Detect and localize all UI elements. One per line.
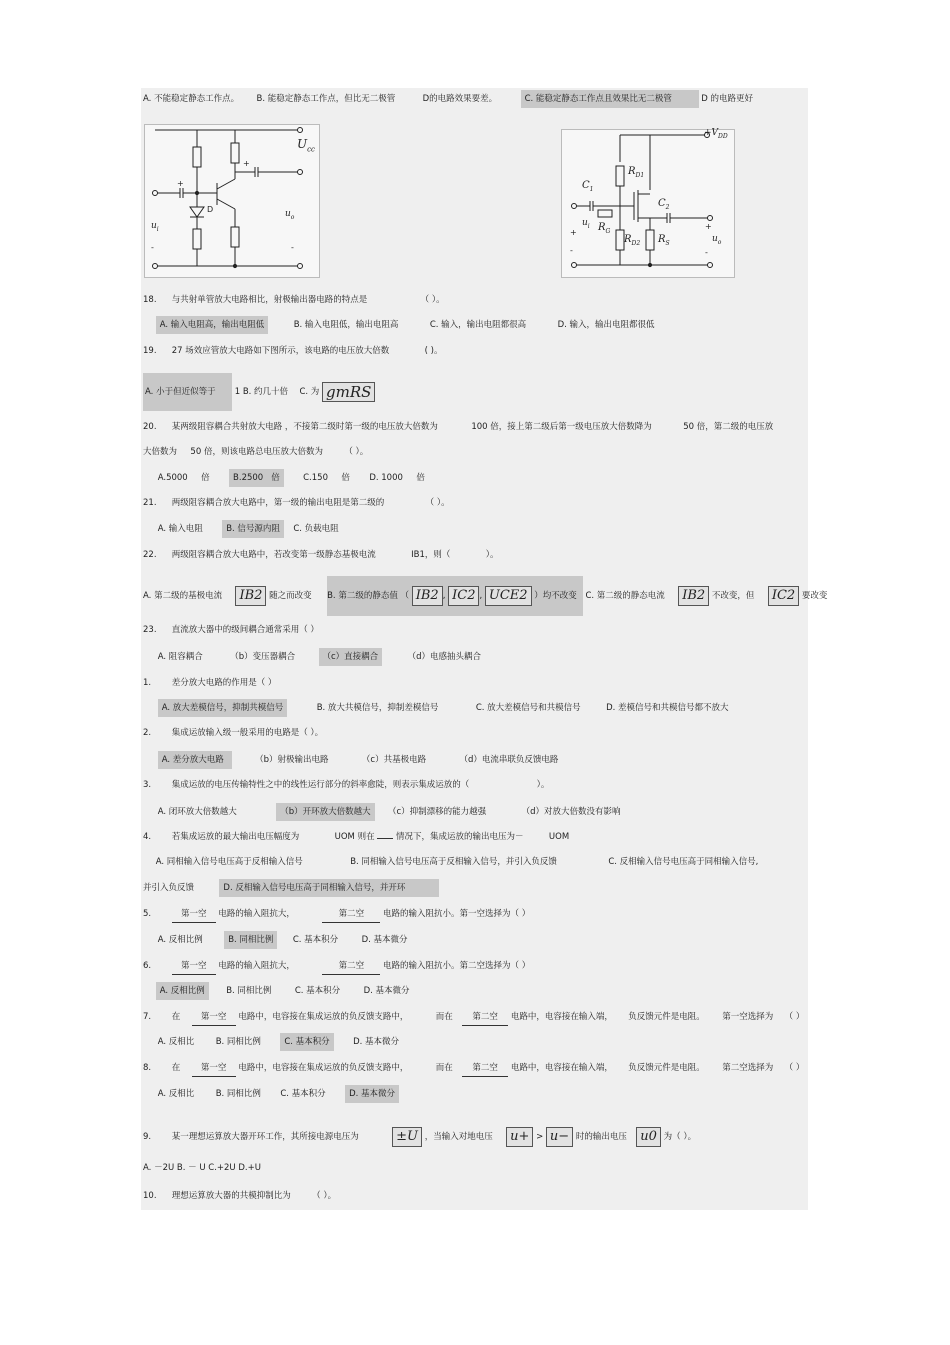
p7-in-2: 而在: [435, 1012, 453, 1022]
ib2-formula: IB2: [235, 586, 266, 606]
p3-options: [143, 803, 808, 819]
p3-option-c: （c）抑制漂移的能力越强: [388, 807, 487, 817]
q23-stem: [143, 622, 808, 638]
p9-stem: [143, 1122, 808, 1152]
p6-options: [143, 982, 808, 998]
c1-sub: 1: [589, 186, 594, 193]
p2-options: [143, 751, 808, 767]
p7-option-c: C. 基本积分: [280, 1033, 333, 1051]
q21-options: [143, 520, 808, 536]
q20-option-d: D. 1000: [369, 473, 403, 483]
q18-option-a: A. 输入电阻高，输出电阻低: [156, 316, 269, 334]
q22-option-b: B. 第二级的静态值 （: [327, 591, 410, 601]
ib2-formula-b: IB2: [412, 586, 443, 606]
p6-blank-2: 第二空: [322, 958, 380, 975]
p6-option-b: B. 同相比例: [226, 986, 272, 996]
p4-option-c: C. 反相输入信号电压高于同相输入信号,: [608, 857, 759, 867]
q23-number: 23.: [143, 625, 157, 635]
p8-option-a: A. 反相比: [157, 1089, 195, 1099]
ucc-label: U: [297, 137, 308, 151]
q20-option-d-unit: 倍: [416, 473, 425, 483]
q22-option-b-box: B. 第二级的静态值 （ IB2 , IC2 , UCE2 ）均不改变: [327, 576, 583, 616]
p9-gt: >: [536, 1132, 544, 1142]
p10-number: 10.: [143, 1191, 157, 1201]
p9-text-tail: 为（ ）。: [663, 1132, 697, 1142]
q20-options: [143, 469, 808, 485]
q19-paren: ( )。: [424, 346, 443, 356]
ui-label: u: [151, 221, 157, 231]
uce2-formula: UCE2: [485, 586, 532, 606]
p8-text-tail: 负反馈元件是电阻。: [628, 1063, 705, 1073]
q19-number: 19.: [143, 346, 157, 356]
p2-text: 集成运放输入级一般采用的电路是（ ）。: [171, 728, 324, 738]
p6-option-a: A. 反相比例: [156, 982, 209, 1000]
rd2-sub: D2: [631, 240, 641, 247]
p4-option-c-cont: 并引入负反馈: [143, 883, 195, 893]
p1-option-d: D. 差模信号和共模信号都不放大: [606, 703, 729, 713]
q19-option-c: C. 为: [299, 387, 320, 397]
p5-blank-1: 第一空: [172, 906, 216, 923]
p8-option-b: B. 同相比例: [215, 1089, 261, 1099]
p5-text-tail: 电路的输入阻抗小。第一空选择为（ ）: [383, 909, 531, 919]
p6-number: 6.: [143, 961, 152, 971]
q20-option-c-unit: 倍: [341, 473, 350, 483]
p4-options-line2: [143, 879, 808, 895]
output-plus-sign: +: [243, 159, 250, 168]
p8-in-2: 而在: [435, 1063, 453, 1073]
p3-text: 集成运放的电压传输特性之中的线性运行部分的斜率愈陡，则表示集成运放的（: [171, 780, 470, 790]
ucc-sub: cc: [307, 145, 315, 154]
input-minus-sign: -: [151, 243, 154, 252]
p8-ask: 第二空选择为: [722, 1063, 774, 1073]
q21-option-b: B. 信号源内阻: [222, 520, 284, 538]
p1-number: 1.: [143, 678, 152, 688]
p8-text-mid-1: 电路中，电容接在集成运放的负反馈支路中，: [238, 1063, 409, 1073]
p4-number: 4.: [143, 832, 152, 842]
q21-number: 21.: [143, 498, 157, 508]
uo-sub: o: [290, 213, 295, 221]
p10-paren: （ ）。: [312, 1191, 337, 1201]
uo-label: u: [285, 209, 291, 219]
p7-stem: [143, 1009, 808, 1025]
q20-option-b-box: [229, 469, 284, 487]
q21-option-a: A. 输入电阻: [157, 524, 203, 534]
p2-option-a: A. 差分放大电路: [158, 751, 232, 769]
fet-input-plus: +: [570, 228, 577, 237]
q21-text: 两级阻容耦合放大电路中，第一级的输出电阻是第二级的: [171, 498, 385, 508]
q22-text: 两级阻容耦合放大电路中，若改变第一级静态基极电流: [171, 550, 376, 560]
rs-sub: S: [665, 240, 670, 247]
c2-label: C: [658, 198, 666, 209]
p4-options-line1: [143, 854, 808, 870]
option-b: B. 能稳定静态工作点，但比无二极管: [256, 94, 396, 104]
q18-text: 与共射单管放大电路相比，射极输出器电路的特点是: [171, 295, 368, 305]
q21-option-c: C. 负载电阻: [293, 524, 339, 534]
q20-text-1b: ，不接第二级时第一级的电压放大倍数为: [284, 422, 438, 432]
p1-options: [143, 699, 808, 715]
p8-blank-2: 第二空: [462, 1060, 508, 1077]
u-plus-formula: u+: [506, 1127, 533, 1147]
p4-stem: [143, 829, 808, 845]
p9-options: [143, 1160, 808, 1176]
top-options-line: [143, 90, 808, 106]
q22-stem: [143, 547, 808, 563]
p8-blank-1: 第一空: [192, 1060, 236, 1077]
q20-text-1c: 100 倍，接上第二级后第一级电压放大倍数降为: [471, 422, 652, 432]
p6-option-d: D. 基本微分: [363, 986, 410, 996]
q19-text: 27 场效应管放大电路如下图所示，该电路的电压放大倍数: [171, 346, 390, 356]
q22-number: 22.: [143, 550, 157, 560]
q22-option-c-cont: 不改变，但: [711, 591, 755, 601]
rg-sub: G: [605, 228, 611, 235]
q18-option-b: B. 输入电阻低，输出电阻高: [293, 320, 399, 330]
p7-text-mid-2: 电路中，电容接在输入端，: [510, 1012, 613, 1022]
p5-options: [143, 931, 808, 947]
q23-option-a: A. 阻容耦合: [157, 652, 203, 662]
p2-option-b: （b）射极输出电路: [255, 755, 329, 765]
p9-options-text: A. －2U B. － U C.+2U D.+U: [143, 1163, 261, 1173]
rd1-label: R: [628, 166, 636, 177]
q22-option-c: C. 第二级的静态电流: [585, 591, 665, 601]
p3-number: 3.: [143, 780, 152, 790]
fet-output-minus: -: [705, 248, 708, 257]
p1-option-c: C. 放大差模信号和共模信号: [475, 703, 581, 713]
p8-option-c: C. 基本积分: [280, 1089, 326, 1099]
circuit-diagram-bjt: [144, 124, 320, 278]
p10-stem: [143, 1188, 808, 1204]
q20-text-1a: 某两级阻容耦合共射放大电路: [171, 422, 283, 432]
p4-uom: UOM 则在: [334, 832, 375, 842]
option-c: C. 能稳定静态工作点且效果比无二极管: [521, 90, 699, 108]
option-b-cont: D的电路效果要差。: [422, 94, 498, 104]
c1-label: C: [582, 180, 590, 191]
q20-option-a: A.5000: [157, 473, 188, 483]
p5-stem: [143, 906, 808, 922]
q18-option-c: C. 输入，输出电阻都很高: [429, 320, 527, 330]
q19-option-a-cont: 1 B. 约几十倍: [234, 387, 289, 397]
p7-ask: 第一空选择为: [722, 1012, 774, 1022]
p5-number: 5.: [143, 909, 152, 919]
q20-number: 20.: [143, 422, 157, 432]
rd1-sub: D1: [635, 172, 645, 179]
circuit-diagram-fet: [561, 129, 735, 278]
p8-paren: （ ）: [784, 1063, 805, 1073]
u-minus-formula: u−: [546, 1127, 573, 1147]
input-plus-sign: +: [177, 179, 184, 188]
p8-text-mid-2: 电路中，电容接在输入端，: [510, 1063, 613, 1073]
q19-options: [143, 372, 808, 412]
vdd-sub: DD: [718, 132, 728, 140]
p3-option-b: （b）开环放大倍数越大: [276, 803, 374, 821]
q21-paren: （ ）。: [425, 498, 450, 508]
fet-output-plus: +: [705, 222, 712, 231]
rg-label: R: [598, 222, 606, 233]
q23-text: 直流放大器中的级间耦合通常采用（ ）: [171, 625, 319, 635]
p6-text-mid: 电路的输入阻抗大，: [218, 961, 295, 971]
p4-text-2: 情况下，集成运放的输出电压为－: [395, 832, 524, 842]
p5-text-mid: 电路的输入阻抗大，: [218, 909, 295, 919]
q22-option-c-end: 要改变: [801, 591, 828, 601]
q20-line2: [143, 444, 808, 460]
p7-text-tail: 负反馈元件是电阻。: [628, 1012, 705, 1022]
p9-text-mid-2: 时的输出电压: [575, 1132, 627, 1142]
fet-input-minus: -: [570, 246, 573, 255]
diode-label: D: [207, 205, 214, 214]
option-a: A. 不能稳定静态工作点。: [143, 94, 240, 104]
q22-paren: ）。: [485, 550, 499, 560]
q20-option-c: C.150: [303, 473, 328, 483]
p8-stem: [143, 1060, 808, 1076]
p4-text-1: 若集成运放的最大输出电压幅度为: [171, 832, 300, 842]
q20-line1: [143, 419, 808, 435]
p9-text: 某一理想运算放大器开环工作，其所接电源电压为: [171, 1132, 359, 1142]
p7-number: 7.: [143, 1012, 152, 1022]
p8-option-d: D. 基本微分: [345, 1085, 399, 1103]
p5-option-c: C. 基本积分: [292, 935, 339, 945]
p4-uom-2: UOM: [548, 832, 570, 842]
p9-number: 9.: [143, 1132, 152, 1142]
p3-option-d: （d）对放大倍数没有影响: [521, 807, 621, 817]
fet-uo-sub: o: [717, 238, 722, 246]
p1-stem: [143, 675, 808, 691]
q22-option-b-cont: ）均不改变: [534, 591, 577, 601]
p7-option-b: B. 同相比例: [215, 1037, 261, 1047]
q18-number: 18.: [143, 295, 157, 305]
q18-option-d: D. 输入，输出电阻都很低: [557, 320, 655, 330]
p5-option-d: D. 基本微分: [361, 935, 408, 945]
p8-options: [143, 1085, 808, 1101]
c2-sub: 2: [665, 204, 670, 211]
gm-rs-formula: gmRS: [322, 382, 375, 402]
q22-ib1: IB1，则（: [411, 550, 451, 560]
fet-ui-sub: i: [587, 222, 590, 230]
q18-options: [143, 316, 808, 332]
q20-option-b: B.2500: [233, 473, 264, 483]
p7-options: [143, 1033, 808, 1049]
p2-stem: [143, 725, 808, 741]
fet-uo-label: u: [712, 234, 718, 244]
ic2-formula: IC2: [448, 586, 479, 606]
q18-paren: （ ）。: [420, 295, 445, 305]
q23-option-b: （b）变压器耦合: [230, 652, 296, 662]
p1-option-b: B. 放大共模信号，抑制差模信号: [316, 703, 439, 713]
p1-option-a: A. 放大差模信号，抑制共模信号: [158, 699, 288, 717]
p7-paren: （ ）: [784, 1012, 805, 1022]
q23-option-c: （c）直接耦合: [319, 648, 383, 666]
p4-option-d: D. 反相输入信号电压高于同相输入信号，并开环: [219, 879, 439, 897]
q19-stem: [143, 343, 808, 359]
q23-option-d: （d）电感抽头耦合: [407, 652, 481, 662]
ib2-formula-c: IB2: [678, 586, 709, 606]
p6-option-c: C. 基本积分: [294, 986, 341, 996]
vdd-label: +V: [704, 128, 719, 138]
p2-option-c: （c）共基极电路: [361, 755, 427, 765]
output-minus-sign: -: [291, 243, 294, 252]
p7-blank-2: 第二空: [462, 1009, 508, 1026]
fet-ui-label: u: [582, 218, 588, 228]
q21-stem: [143, 495, 808, 511]
p5-option-a: A. 反相比例: [157, 935, 203, 945]
p5-option-b: B. 同相比例: [224, 931, 277, 949]
p8-number: 8.: [143, 1063, 152, 1073]
q22-option-a: A. 第二级的基极电流: [143, 591, 223, 601]
q20-option-a-unit: 倍: [201, 473, 210, 483]
p2-number: 2.: [143, 728, 152, 738]
q20-text-1d: 50 倍，第二级的电压放: [683, 422, 774, 432]
p6-text-tail: 电路的输入阻抗小。第二空选择为（ ）: [383, 961, 531, 971]
q23-options: [143, 648, 808, 664]
p9-text-mid: ，当输入对地电压: [424, 1132, 493, 1142]
p10-text: 理想运算放大器的共模抑制比为: [171, 1191, 291, 1201]
pm-u-formula: ±U: [392, 1127, 422, 1147]
option-c-cont: D 的电路更好: [701, 94, 754, 104]
rd2-label: R: [624, 234, 632, 245]
q20-text-2c: （ ）。: [344, 447, 369, 457]
p3-option-a: A. 闭环放大倍数越大: [157, 807, 237, 817]
p4-option-b: B. 同相输入信号电压高于反相输入信号，并引入负反馈: [350, 857, 557, 867]
q20-text-2a: 大倍数为: [143, 447, 178, 457]
p6-stem: [143, 958, 808, 974]
p7-blank-1: 第一空: [192, 1009, 236, 1026]
p7-option-a: A. 反相比: [157, 1037, 195, 1047]
q20-text-2b: 50 倍，则该电路总电压放大倍数为: [190, 447, 323, 457]
q22-options: [143, 573, 828, 619]
rs-label: R: [658, 234, 666, 245]
p7-option-d: D. 基本微分: [353, 1037, 400, 1047]
p3-stem: [143, 777, 808, 793]
p5-blank-2: 第二空: [322, 906, 380, 923]
p8-in-1: 在: [171, 1063, 181, 1073]
q19-option-a: A. 小于但近似等于: [143, 373, 232, 411]
q22-option-a-cont: 随之而改变: [269, 591, 312, 601]
p4-blank: [377, 838, 393, 839]
u0-formula: u0: [636, 1127, 661, 1147]
p2-option-d: （d）电流串联负反馈电路: [459, 755, 559, 765]
ui-sub: i: [156, 225, 159, 233]
p1-text: 差分放大电路的作用是（ ）: [171, 678, 277, 688]
q18-stem: [143, 292, 808, 308]
p4-option-a: A. 同相输入信号电压高于反相输入信号: [155, 857, 303, 867]
p3-paren: ）。: [536, 780, 550, 790]
q20-option-b-unit: 倍: [271, 473, 280, 483]
ic2-formula-c: IC2: [768, 586, 799, 606]
p7-in-1: 在: [171, 1012, 181, 1022]
p6-blank-1: 第一空: [172, 958, 216, 975]
p7-text-mid-1: 电路中，电容接在集成运放的负反馈支路中，: [238, 1012, 409, 1022]
